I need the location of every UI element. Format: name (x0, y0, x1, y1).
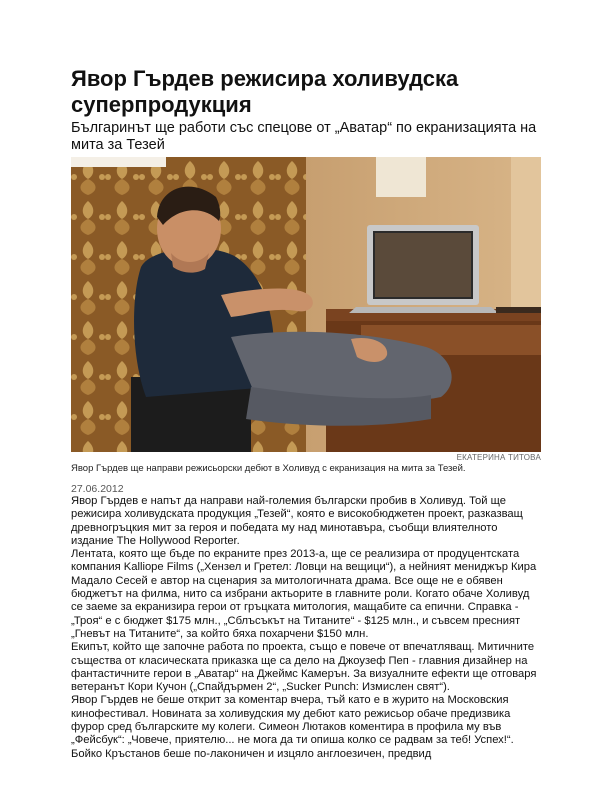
article (71, 66, 541, 761)
article-date: 27.06.2012 (71, 483, 124, 495)
paragraph: Явор Гърдев не беше открит за коментар вчера, тъй като е в журито на Московския кинофестивал. Новината за холивудския му дебют като режисьор обаче предизвика фурор сред българските му колеги. Симеон Лютаков коментира в профила му във „Фейсбук“: „Човече, приятелю... не мога да ти опиша колко се радвам за теб! Успех!“. Бойко Кръстанов беше по-лаконичен и изцяло англоезичен, предвид (71, 694, 514, 760)
article-body (71, 495, 541, 761)
paragraph: Явор Гърдев е напът да направи най-големия български пробив в Холивуд. Той ще режисира холивудската продукция „Тезей“, която е високобюджетен проект, разказващ древногръцкия мит за героя и победата му над минотавъра, съобщи влиятелното издание The Hollywood Reporter. (71, 495, 523, 547)
photo-illustration (71, 157, 541, 452)
photo-credit: ЕКАТЕРИНА ТИТОВА (456, 453, 541, 462)
article-subtitle: Българинът ще работи със спецове от „Аватар“ по екранизацията на мита за Тезей (71, 120, 537, 153)
photo-caption: Явор Гърдев ще направи режисьорски дебют в Холивуд с екранизация на мита за Тезей. (71, 463, 466, 474)
article-photo (71, 157, 541, 452)
paragraph: Лентата, която ще бъде по екраните през 2013-а, ще се реализира от продуцентската компания Kalliope Films („Хензел и Гретел: Ловци на вещици“), а нейният мениджър Кира Мадало Сесей е автор на сценария за митологичната драма. Все още не е обявен бюджетът на филма, нито са избрани актьорите в главните роли. Когато обаче Холивуд се заеме за екранизира герои от гръцката митология, мащабите са епични. Справка - „Троя“ е с бюджет $175 млн., „Сблъсъкът на Титаните“ - $125 млн., и съвсем пресният „Гневът на Титаните“, за който бяха похарчени $150 млн. (71, 548, 537, 640)
article-title: Явор Гърдев режисира холивудска суперпродукция (71, 66, 459, 117)
paragraph: Екипът, който ще започне работа по проекта, също е повече от впечатляващ. Митичните същества от класическата приказка ще са дело на Джоузеф Пеп - главния дизайнер на фантастичните герои в „Аватар“ на Джеймс Камерън. За визуалните ефекти ще отговаря ветеранът Кори Кучон („Спайдърмен 2“, „Sucker Punch: Измислен свят“). (71, 641, 537, 694)
